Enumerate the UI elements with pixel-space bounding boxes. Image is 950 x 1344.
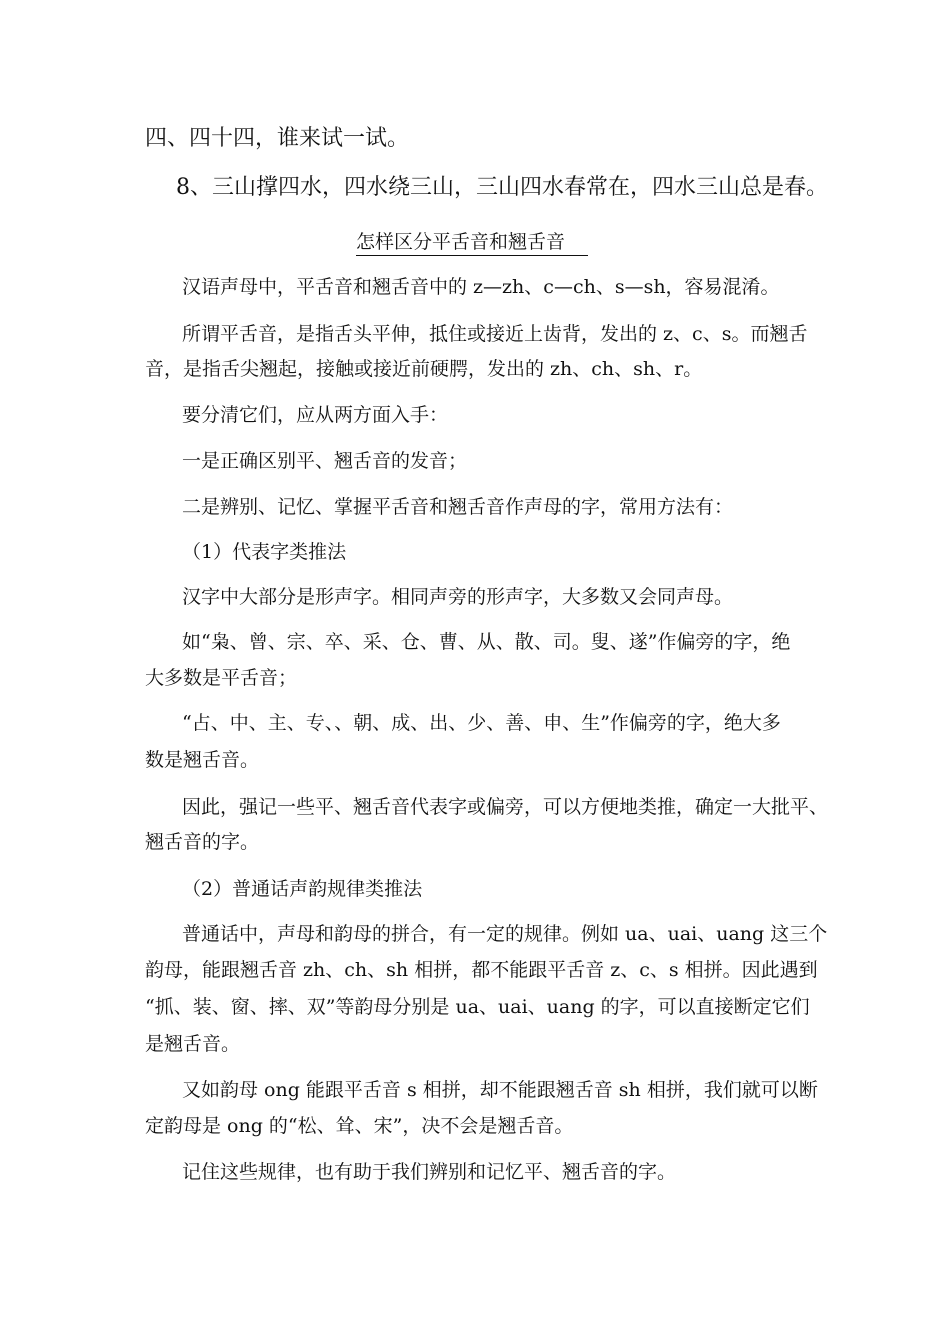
paragraph-line: 汉字中大部分是形声字。相同声旁的形声字，大多数又会同声母。	[182, 586, 734, 608]
paragraph-line: 翘舌音的字。	[145, 831, 260, 853]
paragraph-line: 记住这些规律，也有助于我们辨别和记忆平、翘舌音的字。	[182, 1161, 677, 1183]
paragraph-line: 要分清它们，应从两方面入手：	[182, 404, 449, 426]
paragraph-line: 因此，强记一些平、翘舌音代表字或偏旁，可以方便地类推，确定一大批平、	[182, 796, 829, 818]
paragraph-line: 又如韵母 ong 能跟平舌音 s 相拼，却不能跟翘舌音 sh 相拼，我们就可以断	[182, 1079, 818, 1101]
subheading: （2）普通话声韵规律类推法	[182, 878, 423, 900]
paragraph-line: “占、中、主、专、、朝、成、出、少、善、申、生”作偏旁的字，绝大多	[182, 712, 781, 734]
paragraph-line: “抓、装、窗、摔、双”等韵母分别是 ua、uai、uang 的字，可以直接断定它们	[145, 996, 810, 1018]
paragraph-line: 二是辨别、记忆、掌握平舌音和翘舌音作声母的字，常用方法有：	[182, 496, 734, 518]
paragraph-line: 定韵母是 ong 的“松、耸、宋”，决不会是翘舌音。	[145, 1115, 574, 1137]
paragraph-line: 汉语声母中，平舌音和翘舌音中的 z—zh、c—ch、s—sh，容易混淆。	[182, 276, 780, 298]
paragraph-line: 韵母，能跟翘舌音 zh、ch、sh 相拼，都不能跟平舌音 z、c、s 相拼。因此遇到	[145, 959, 818, 981]
paragraph-line: 如“枭、曾、宗、卒、采、仓、曹、从、散、司。叟、遂”作偏旁的字，绝	[182, 631, 791, 653]
subheading: （1）代表字类推法	[182, 541, 347, 563]
paragraph-line: 数是翘舌音。	[145, 749, 260, 771]
intro-line-1: 四、四十四，谁来试一试。	[145, 126, 410, 151]
paragraph-line: 音，是指舌尖翘起，接触或接近前硬腭，发出的 zh、ch、sh、r。	[145, 358, 703, 380]
section-title: 怎样区分平舌音和翘舌音	[356, 230, 588, 256]
intro-line-2: 8、三山撑四水，四水绕三山，三山四水春常在，四水三山总是春。	[176, 175, 828, 200]
paragraph-line: 大多数是平舌音；	[145, 667, 298, 689]
paragraph-line: 所谓平舌音，是指舌头平伸，抵住或接近上齿背，发出的 z、c、s。而翘舌	[182, 323, 808, 345]
paragraph-line: 一是正确区别平、翘舌音的发音；	[182, 450, 468, 472]
paragraph-line: 普通话中，声母和韵母的拼合，有一定的规律。例如 ua、uai、uang 这三个	[182, 923, 828, 945]
paragraph-line: 是翘舌音。	[145, 1033, 241, 1055]
